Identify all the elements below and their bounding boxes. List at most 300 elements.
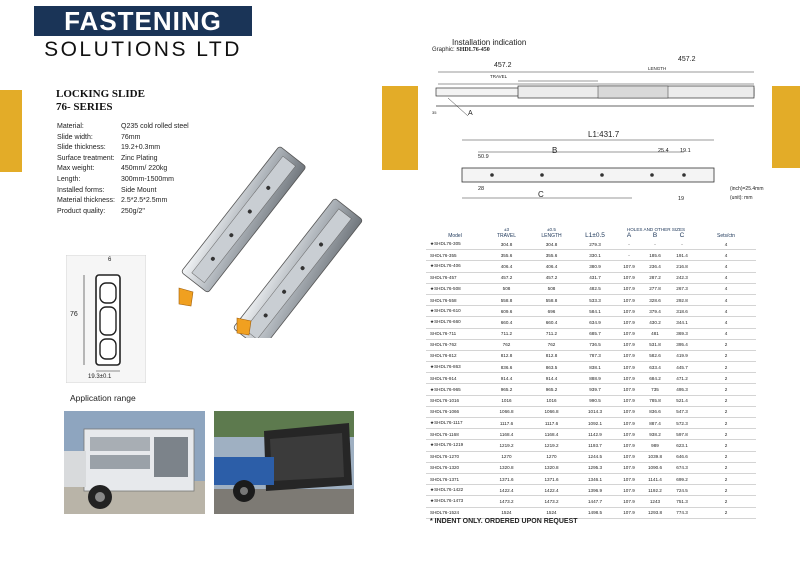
table-cell: 107.9 [616, 507, 642, 518]
table-cell: 481 [642, 328, 668, 339]
table-cell: 457.2 [484, 272, 529, 283]
table-cell: SHDL76-711 [426, 328, 484, 339]
table-cell: 711.2 [484, 328, 529, 339]
dim-50-9-label: 50.9 [478, 154, 489, 160]
table-cell: 965.2 [529, 384, 574, 395]
col-l1: L1±0.5 [585, 232, 605, 239]
table-cell: 191.4 [668, 250, 696, 261]
table-cell: 2 [696, 429, 756, 440]
table-cell: 1524 [529, 507, 574, 518]
table-cell: 107.9 [616, 451, 642, 462]
table-cell: 1371.6 [529, 473, 574, 484]
table-row [426, 362, 756, 373]
table-cell: SHDL76-457 [426, 272, 484, 283]
table-cell: 939.7 [574, 384, 616, 395]
table-row [426, 473, 756, 484]
travel-label: TRAVEL [490, 74, 508, 79]
table-cell: 597.8 [668, 429, 696, 440]
table-cell: 1117.6 [484, 418, 529, 429]
table-cell: 609.6 [484, 306, 529, 317]
col-model: Model [448, 232, 462, 239]
graphic-caption [432, 47, 490, 53]
table-cell: 965.2 [484, 384, 529, 395]
col-c: C [679, 232, 685, 239]
table-cell: 2 [696, 473, 756, 484]
table-cell: 1244.5 [574, 451, 616, 462]
table-cell: - [642, 239, 668, 250]
dim-l1-label: L1:431.7 [588, 130, 620, 139]
table-cell: 1295.3 [574, 462, 616, 473]
table-cell: ★SHDL76-305 [426, 239, 484, 250]
table-cell: 292.8 [668, 294, 696, 305]
gold-band-mid-right [400, 86, 418, 170]
installation-title: Installation indication [452, 38, 527, 47]
table-cell: 107.9 [616, 429, 642, 440]
table-row [426, 485, 756, 496]
table-cell: 1142.9 [574, 429, 616, 440]
table-row [426, 496, 756, 507]
table-cell: 277.8 [642, 283, 668, 294]
table-cell: 558.8 [484, 294, 529, 305]
profile-width-label: 6 [108, 257, 112, 263]
table-row [426, 440, 756, 451]
table-cell: 1293.8 [642, 507, 668, 518]
table-cell: 1117.6 [529, 418, 574, 429]
table-cell: SHDL76-762 [426, 339, 484, 350]
table-cell: 107.9 [616, 406, 642, 417]
table-cell: 1014.3 [574, 406, 616, 417]
table-cell: 4 [696, 283, 756, 294]
table-cell: SHDL76-1016 [426, 395, 484, 406]
table-cell: 482.5 [574, 283, 616, 294]
table-cell: 623.1 [668, 440, 696, 451]
slide-product-image [175, 138, 390, 338]
table-cell: 495.3 [668, 384, 696, 395]
table-cell: 888.9 [574, 373, 616, 384]
table-cell: 787.3 [574, 350, 616, 361]
table-cell: 1371.6 [484, 473, 529, 484]
table-cell: 107.9 [616, 272, 642, 283]
spec-key: Material: [57, 123, 84, 130]
installation-drawing-extended [428, 58, 762, 124]
table-cell: 107.9 [616, 485, 642, 496]
table-cell: 1396.9 [574, 485, 616, 496]
installation-drawing-closed [452, 128, 722, 204]
table-cell: 1320.8 [529, 462, 574, 473]
spec-row [57, 133, 189, 144]
table-cell: 685.7 [574, 328, 616, 339]
graphic-code: SHDL76-450 [456, 47, 490, 53]
table-cell: ★SHDL76-1117 [426, 418, 484, 429]
spec-value: Q235 cold rolled steel [121, 123, 189, 130]
table-cell: 558.8 [529, 294, 574, 305]
table-row [426, 373, 756, 384]
col-a: A [626, 232, 632, 239]
table-cell: 1422.4 [484, 485, 529, 496]
spec-value: 19.2+0.3mm [121, 144, 161, 152]
table-cell: - [616, 239, 642, 250]
table-cell: 4 [696, 261, 756, 272]
table-cell: 107.9 [616, 317, 642, 328]
table-cell: 107.9 [616, 384, 642, 395]
spec-key: Product quality: [57, 207, 106, 215]
table-cell: ★SHDL76-1422 [426, 485, 484, 496]
col-b: B [652, 232, 658, 239]
col-sets: Sets/ctn [716, 232, 736, 239]
table-row [426, 429, 756, 440]
dim-19-label: 19 [678, 196, 685, 202]
table-cell: 531.8 [642, 339, 668, 350]
table-cell: SHDL76-812 [426, 350, 484, 361]
table-cell: 2 [696, 485, 756, 496]
unit-inch-note: (inch)=25.4mm [730, 186, 764, 192]
table-cell: 646.6 [668, 451, 696, 462]
travel-tolerance: ±3 [503, 226, 510, 232]
spec-row [57, 154, 189, 165]
table-cell: 355.6 [529, 250, 574, 261]
table-cell: ★SHDL76-660 [426, 317, 484, 328]
table-cell: 812.8 [484, 350, 529, 361]
table-cell: ★SHDL76-1473 [426, 496, 484, 507]
spec-table [426, 226, 756, 519]
table-row [426, 283, 756, 294]
table-row [426, 261, 756, 272]
table-cell: 1016 [484, 395, 529, 406]
spec-value: 300mm-1500mm [121, 175, 174, 183]
table-cell: 1243 [642, 496, 668, 507]
table-cell: 836.6 [484, 362, 529, 373]
table-cell: 4 [696, 306, 756, 317]
table-cell: 989 [642, 440, 668, 451]
table-cell: 328.6 [642, 294, 668, 305]
table-cell: 660.4 [484, 317, 529, 328]
dim-length-value: 457.2 [678, 56, 696, 63]
spec-key: Slide width: [57, 133, 93, 141]
table-row [426, 272, 756, 283]
table-cell: 395.4 [668, 339, 696, 350]
table-cell: 2 [696, 339, 756, 350]
table-cell: 279.3 [574, 239, 616, 250]
graphic-label: Graphic: [432, 47, 455, 53]
table-cell: 107.9 [616, 350, 642, 361]
table-cell: 2 [696, 418, 756, 429]
table-cell: 1346.1 [574, 473, 616, 484]
table-cell: 774.3 [668, 507, 696, 518]
table-cell: 1066.8 [529, 406, 574, 417]
table-cell: 696 [529, 306, 574, 317]
table-cell: SHDL76-1524 [426, 507, 484, 518]
spec-list [57, 122, 189, 217]
spec-value: 76mm [121, 133, 141, 141]
table-cell: 4 [696, 328, 756, 339]
table-cell: 1092.1 [574, 418, 616, 429]
table-row [426, 384, 756, 395]
table-cell: 674.3 [668, 462, 696, 473]
spec-key: Installed forms: [57, 186, 105, 194]
table-cell: 2 [696, 440, 756, 451]
table-cell: 1473.2 [484, 496, 529, 507]
table-cell: 216.8 [668, 261, 696, 272]
table-cell: 1219.2 [484, 440, 529, 451]
application-photo-2 [214, 411, 354, 514]
table-cell: SHDL76-1320 [426, 462, 484, 473]
table-cell: 406.4 [529, 261, 574, 272]
table-cell: 584.1 [574, 306, 616, 317]
profile-thickness-label: 19.3±0.1 [88, 374, 112, 380]
table-row [426, 418, 756, 429]
table-cell: 330.1 [574, 250, 616, 261]
spec-value: Side Mount [121, 186, 157, 194]
spec-row [57, 143, 189, 154]
table-cell: ★SHDL76-610 [426, 306, 484, 317]
table-cell: 914.4 [529, 373, 574, 384]
table-row [426, 339, 756, 350]
table-cell: 107.9 [616, 283, 642, 294]
table-cell: 724.5 [668, 485, 696, 496]
table-cell: 836.6 [642, 406, 668, 417]
table-cell: 369.3 [668, 328, 696, 339]
table-cell: 107.9 [616, 328, 642, 339]
table-cell: 2 [696, 373, 756, 384]
table-cell: 838.1 [574, 362, 616, 373]
dim-travel-value: 457.2 [494, 62, 512, 69]
table-row [426, 462, 756, 473]
table-cell: 344.1 [668, 317, 696, 328]
holes-header: HOLES AND OTHER SIZES [626, 226, 686, 232]
table-cell: 287.2 [642, 272, 668, 283]
table-cell: 267.3 [668, 283, 696, 294]
profile-drawing [66, 255, 146, 383]
table-cell: SHDL76-558 [426, 294, 484, 305]
spec-value: Zinc Plating [121, 154, 158, 162]
spec-row [57, 207, 189, 218]
table-row [426, 317, 756, 328]
table-cell: 4 [696, 239, 756, 250]
lock-lever-left [179, 288, 193, 306]
table-cell: 1498.5 [574, 507, 616, 518]
table-row [426, 306, 756, 317]
table-cell: 4 [696, 317, 756, 328]
table-row [426, 294, 756, 305]
dim-side-label: 35 [432, 110, 437, 115]
table-cell: 1193.7 [574, 440, 616, 451]
table-row [426, 507, 756, 518]
dim-b-label: B [552, 146, 558, 155]
table-cell: 684.2 [642, 373, 668, 384]
table-cell: 1524 [484, 507, 529, 518]
table-cell: 762 [484, 339, 529, 350]
table-cell: 107.9 [616, 496, 642, 507]
spec-key: Surface treatment: [57, 154, 115, 162]
product-title: LOCKING SLIDE [56, 88, 145, 100]
table-cell: 863.5 [529, 362, 574, 373]
table-cell: 4 [696, 272, 756, 283]
table-cell: 2 [696, 406, 756, 417]
table-cell: 1320.8 [484, 462, 529, 473]
table-cell: 236.4 [642, 261, 668, 272]
length-label: LENGTH [648, 66, 667, 71]
table-cell: 1090.6 [642, 462, 668, 473]
table-cell: 107.9 [616, 339, 642, 350]
indent-note: * INDENT ONLY. ORDERED UPON REQUEST [430, 518, 578, 525]
table-cell: 2 [696, 362, 756, 373]
table-cell: 304.8 [484, 239, 529, 250]
spec-key: Material thickness: [57, 197, 115, 205]
table-cell: 4 [696, 294, 756, 305]
table-cell: 2 [696, 451, 756, 462]
table-cell: 1192.2 [642, 485, 668, 496]
table-cell: 107.9 [616, 306, 642, 317]
dim-19-1-label: 19.1 [680, 148, 691, 154]
table-cell: 445.7 [668, 362, 696, 373]
table-cell: - [616, 250, 642, 261]
table-cell: ★SHDL76-508 [426, 283, 484, 294]
table-cell: 762 [529, 339, 574, 350]
table-cell: SHDL76-355 [426, 250, 484, 261]
gold-band-right [772, 86, 800, 168]
table-row [426, 239, 756, 250]
table-cell: 107.9 [616, 418, 642, 429]
table-cell: 107.9 [616, 462, 642, 473]
spec-key: Slide thickness: [57, 144, 106, 152]
application-range-label: Application range [70, 393, 136, 403]
table-cell: ★SHDL76-863 [426, 362, 484, 373]
table-row [426, 250, 756, 261]
table-cell: 938.2 [642, 429, 668, 440]
table-cell: 355.6 [484, 250, 529, 261]
table-cell: 380.9 [574, 261, 616, 272]
table-cell: 887.4 [642, 418, 668, 429]
brand-subtitle: SOLUTIONS LTD [44, 38, 242, 61]
table-cell: 735 [642, 384, 668, 395]
table-cell: 660.4 [529, 317, 574, 328]
table-cell: 751.3 [668, 496, 696, 507]
table-cell: 633.4 [642, 362, 668, 373]
table-cell: 1016 [529, 395, 574, 406]
table-cell: 582.6 [642, 350, 668, 361]
table-cell: 1270 [484, 451, 529, 462]
table-cell: 1066.8 [484, 406, 529, 417]
table-cell: 508 [484, 283, 529, 294]
table-cell: 379.4 [642, 306, 668, 317]
table-cell: 990.5 [574, 395, 616, 406]
table-cell: ★SHDL76-965 [426, 384, 484, 395]
table-cell: 107.9 [616, 395, 642, 406]
table-cell: 1219.2 [529, 440, 574, 451]
table-cell: 431.7 [574, 272, 616, 283]
table-cell: - [668, 239, 696, 250]
table-cell: SHDL76-1270 [426, 451, 484, 462]
spec-row [57, 175, 189, 186]
table-cell: 1473.2 [529, 496, 574, 507]
table-cell: 107.9 [616, 440, 642, 451]
table-header-row [426, 232, 756, 239]
brand-logo: FASTENING [34, 6, 252, 36]
table-cell: 1270 [529, 451, 574, 462]
table-row [426, 451, 756, 462]
spec-row [57, 122, 189, 133]
table-cell: 419.9 [668, 350, 696, 361]
col-travel: TRAVEL [496, 232, 517, 239]
table-cell: 2 [696, 496, 756, 507]
table-cell: 2 [696, 350, 756, 361]
table-cell: 1168.4 [484, 429, 529, 440]
gold-band-left [0, 90, 22, 172]
table-cell: 107.9 [616, 373, 642, 384]
spec-row [57, 196, 189, 207]
table-cell: ★SHDL76-406 [426, 261, 484, 272]
table-cell: 107.9 [616, 473, 642, 484]
table-cell: 185.6 [642, 250, 668, 261]
table-cell: 430.2 [642, 317, 668, 328]
table-cell: SHDL76-1371 [426, 473, 484, 484]
table-cell: 533.3 [574, 294, 616, 305]
table-cell: 2 [696, 395, 756, 406]
table-cell: 242.3 [668, 272, 696, 283]
table-row [426, 406, 756, 417]
product-series: 76- SERIES [56, 101, 113, 113]
table-cell: 2 [696, 384, 756, 395]
spec-key: Length: [57, 175, 81, 183]
spec-value: 2.5*2.5*2.5mm [121, 197, 168, 205]
table-cell: 1447.7 [574, 496, 616, 507]
table-cell: SHDL76-1066 [426, 406, 484, 417]
lock-lever-right [237, 318, 251, 335]
table-cell: 2 [696, 507, 756, 518]
dim-25-4-label: 25.4 [658, 148, 669, 154]
table-cell: 406.4 [484, 261, 529, 272]
table-row [426, 350, 756, 361]
table-cell: 812.8 [529, 350, 574, 361]
table-row [426, 395, 756, 406]
table-cell: 521.4 [668, 395, 696, 406]
col-length: LENGTH [541, 232, 562, 239]
table-cell: 107.9 [616, 261, 642, 272]
table-cell: 1168.4 [529, 429, 574, 440]
table-cell: ★SHDL76-1219 [426, 440, 484, 451]
table-cell: 547.3 [668, 406, 696, 417]
table-cell: 572.3 [668, 418, 696, 429]
table-cell: 318.6 [668, 306, 696, 317]
profile-height-label: 76 [70, 311, 78, 318]
spec-row [57, 186, 189, 197]
table-cell: 471.2 [668, 373, 696, 384]
table-cell: 1039.8 [642, 451, 668, 462]
application-photo-1 [64, 411, 205, 514]
table-cell: 711.2 [529, 328, 574, 339]
table-cell: 785.8 [642, 395, 668, 406]
table-cell: 914.4 [484, 373, 529, 384]
table-cell: 736.5 [574, 339, 616, 350]
table-cell: 107.9 [616, 362, 642, 373]
dim-28-label: 28 [478, 186, 485, 192]
table-cell: 457.2 [529, 272, 574, 283]
dim-a-label: A [468, 110, 473, 117]
length-tolerance: ±0.5 [547, 226, 556, 232]
table-cell: 1141.4 [642, 473, 668, 484]
table-cell: 107.9 [616, 294, 642, 305]
spec-key: Max weight: [57, 165, 95, 173]
table-cell: 699.2 [668, 473, 696, 484]
table-cell: 508 [529, 283, 574, 294]
table-cell: 634.9 [574, 317, 616, 328]
table-cell: 304.8 [529, 239, 574, 250]
table-cell: SHDL76-914 [426, 373, 484, 384]
unit-mm-note: (unit): mm [730, 195, 753, 201]
table-cell: 1422.4 [529, 485, 574, 496]
table-row [426, 328, 756, 339]
table-cell: SHDL76-1168 [426, 429, 484, 440]
